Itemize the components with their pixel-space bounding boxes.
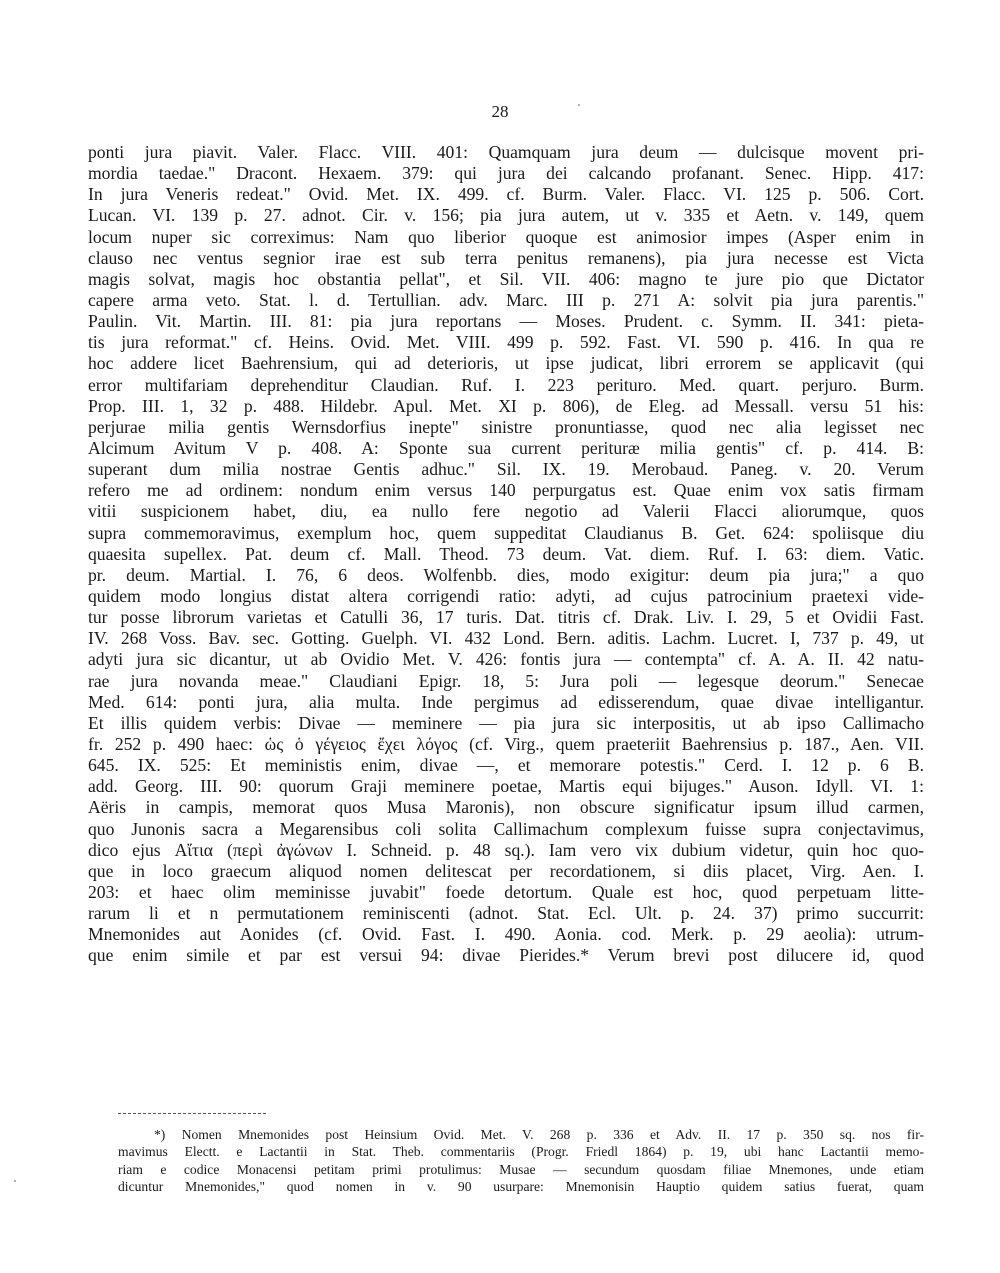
body-line: Lucan. VI. 139 p. 27. adnot. Cir. v. 156; pia jura autem, ut v. 335 et Aetn. v. 149, quem: [88, 205, 924, 226]
footnote-line: *) Nomen Mnemonides post Heinsium Ovid. Met. V. 268 p. 336 et Adv. II. 17 p. 350 sq. nos fir-: [154, 1127, 924, 1142]
body-line: supra commemoravimus, exemplum hoc, quem suppeditat Claudianus B. Get. 624: spoliisque diu: [88, 522, 924, 543]
body-line: quidem modo longius distat altera corrigendi ratio: adyti, ad cujus patrocinium praetexi vide-: [88, 585, 924, 606]
body-line: Mnemonides aut Aonides (cf. Ovid. Fast. I. 490. Aonia. cod. Merk. p. 29 aeolia): utrum-: [88, 924, 924, 945]
body-line: rarum li et n permutationem reminiscenti (adnot. Stat. Ecl. Ult. p. 24. 37) primo succurrit:: [88, 903, 924, 924]
body-line: tur posse librorum varietas et Catulli 36, 17 turis. Dat. titris cf. Drak. Liv. I. 29, 5 et Ovidii Fast.: [88, 607, 924, 628]
body-line: In jura Veneris redeat." Ovid. Met. IX. 499. cf. Burm. Valer. Flacc. VI. 125 p. 506. Cort.: [88, 184, 924, 205]
body-line: que enim simile et par est versui 94: divae Pierides.* Verum brevi post dilucere id, quod: [88, 945, 924, 966]
body-line: IV. 268 Voss. Bav. sec. Gotting. Guelph. VI. 432 Lond. Bern. aditis. Lachm. Lucret. I, 737 p. 49, ut: [88, 628, 924, 649]
body-line: hoc addere licet Baehrensium, qui ad deterioris, ut ipse judicat, libri errorem se applicavit (qui: [88, 353, 924, 374]
main-text-block: [88, 142, 924, 966]
scan-speck: [14, 1180, 16, 1182]
body-line: tis jura reformat." cf. Heins. Ovid. Met. VIII. 499 p. 592. Fast. VI. 590 p. 416. In qua re: [88, 332, 924, 353]
body-line: quo Junonis sacra a Megarensibus coli solita Callimachum complexum fuisse supra conjectavimus,: [88, 818, 924, 839]
body-line: refero me ad ordinem: nondum enim versus 140 perpurgatus est. Quae enim vox satis firmam: [88, 480, 924, 501]
body-line: Et illis quidem verbis: Divae — meminere — pia jura sic interpositis, ut ab ipso Callimacho: [88, 712, 924, 733]
footnote-divider: [118, 1113, 266, 1114]
body-line: 203: et haec olim meminisse juvabit" foede detortum. Quale est hoc, quod perpetuam litte-: [88, 881, 924, 902]
body-line: clauso nec ventus segnior irae est sub terra penitus remanens), pia jura necesse est Victa: [88, 247, 924, 268]
body-line: magis solvat, magis hoc obstantia pellat", et Sil. VII. 406: magno te jure pio que Dictator: [88, 268, 924, 289]
body-line: 645. IX. 525: Et meministis enim, divae —, et memorare potestis." Cerd. I. 12 p. 6 B.: [88, 755, 924, 776]
body-line: Prop. III. 1, 32 p. 488. Hildebr. Apul. Met. XI p. 806), de Eleg. ad Messall. versu 51 his:: [88, 395, 924, 416]
body-line: Aëris in campis, memorat quos Musa Maronis), non obscure significatur ipsum illud carmen,: [88, 797, 924, 818]
body-line: mordia taedae." Dracont. Hexaem. 379: qui jura dei calcando profanant. Senec. Hipp. 417:: [88, 163, 924, 184]
body-line: rae jura novanda meae." Claudiani Epigr. 18, 5: Jura poli — legesque deorum." Senecae: [88, 670, 924, 691]
footnote-line: mavimus Electt. e Lactantii in Stat. Theb. commentariis (Progr. Friedl 1864) p. 19, ubi hanc Lactantii memo-: [118, 1144, 924, 1160]
body-line: perjurae milia gentis Wernsdorfius inepte" sinistre pronuntiasse, quod nec alia legisset nec: [88, 416, 924, 437]
body-line: adyti jura sic dicantur, ut ab Ovidio Met. V. 426: fontis jura — contempta" cf. A. A. II. 42 natu-: [88, 649, 924, 670]
body-line: superant dum milia nostrae Gentis adhuc." Sil. IX. 19. Merobaud. Paneg. v. 20. Verum: [88, 459, 924, 480]
footnote-block: [118, 1126, 924, 1195]
body-line: pr. deum. Martial. I. 76, 6 deos. Wolfenbb. dies, modo exigitur: deum pia jura;" a quo: [88, 564, 924, 585]
body-line: capere arma veto. Stat. l. d. Tertullian. adv. Marc. III p. 271 A: solvit pia jura parentis.": [88, 289, 924, 310]
body-line: fr. 252 p. 490 haec: ὡς ὁ γέγειος ἔχει λόγος (cf. Virg., quem praeteriit Baehrensius p. 187., Aen. VII.: [88, 733, 924, 754]
body-line: quaesita supellex. Pat. deum cf. Mall. Theod. 73 deum. Vat. diem. Ruf. I. 63: diem. Vatic.: [88, 543, 924, 564]
body-line: dico ejus Αἴτια (περὶ ἀγώνων I. Schneid. p. 48 sq.). Iam vero vix dubium videtur, quin hoc quo-: [88, 839, 924, 860]
body-line: Med. 614: ponti jura, alia multa. Inde pergimus ad edisserendum, quae divae intelligantur.: [88, 691, 924, 712]
body-line: Paulin. Vit. Martin. III. 81: pia jura reportans — Moses. Prudent. c. Symm. II. 341: pieta-: [88, 311, 924, 332]
footnote-line: riam e codice Monacensi petitam primi protulimus: Musae — secundum quosdam filiae Mnemones, unde etiam: [118, 1161, 924, 1177]
body-line: ponti jura piavit. Valer. Flacc. VIII. 401: Quamquam jura deum — dulcisque movent pri-: [88, 142, 924, 162]
body-line: vitii suspicionem habet, diu, ea nullo fere negotio ad Valerii Flacci aliorumque, quos: [88, 501, 924, 522]
body-line: que in loco graecum aliquod nomen delitescat per recordationem, si diis placet, Virg. Aen. I.: [88, 860, 924, 881]
body-line: locum nuper sic correximus: Nam quo liberior quoque est animosior impes (Asper enim in: [88, 226, 924, 247]
body-line: Alcimum Avitum V p. 408. A: Sponte sua current perituræ milia gentis" cf. p. 414. B:: [88, 437, 924, 458]
body-line: error multifariam deprehenditur Claudian. Ruf. I. 223 periturо. Med. quart. perjuro. Burm.: [88, 374, 924, 395]
footnote-line: dicuntur Mnemonides," quod nomen in v. 90 usurpare: Mnemonisin Hauptio quidem satius fuerat, quam: [118, 1178, 924, 1194]
body-line: add. Georg. III. 90: quorum Graji meminere poetae, Martis equi bijuges." Auson. Idyll. VI. 1:: [88, 776, 924, 797]
page-number: 28: [491, 102, 509, 121]
scan-speck: [578, 104, 580, 106]
